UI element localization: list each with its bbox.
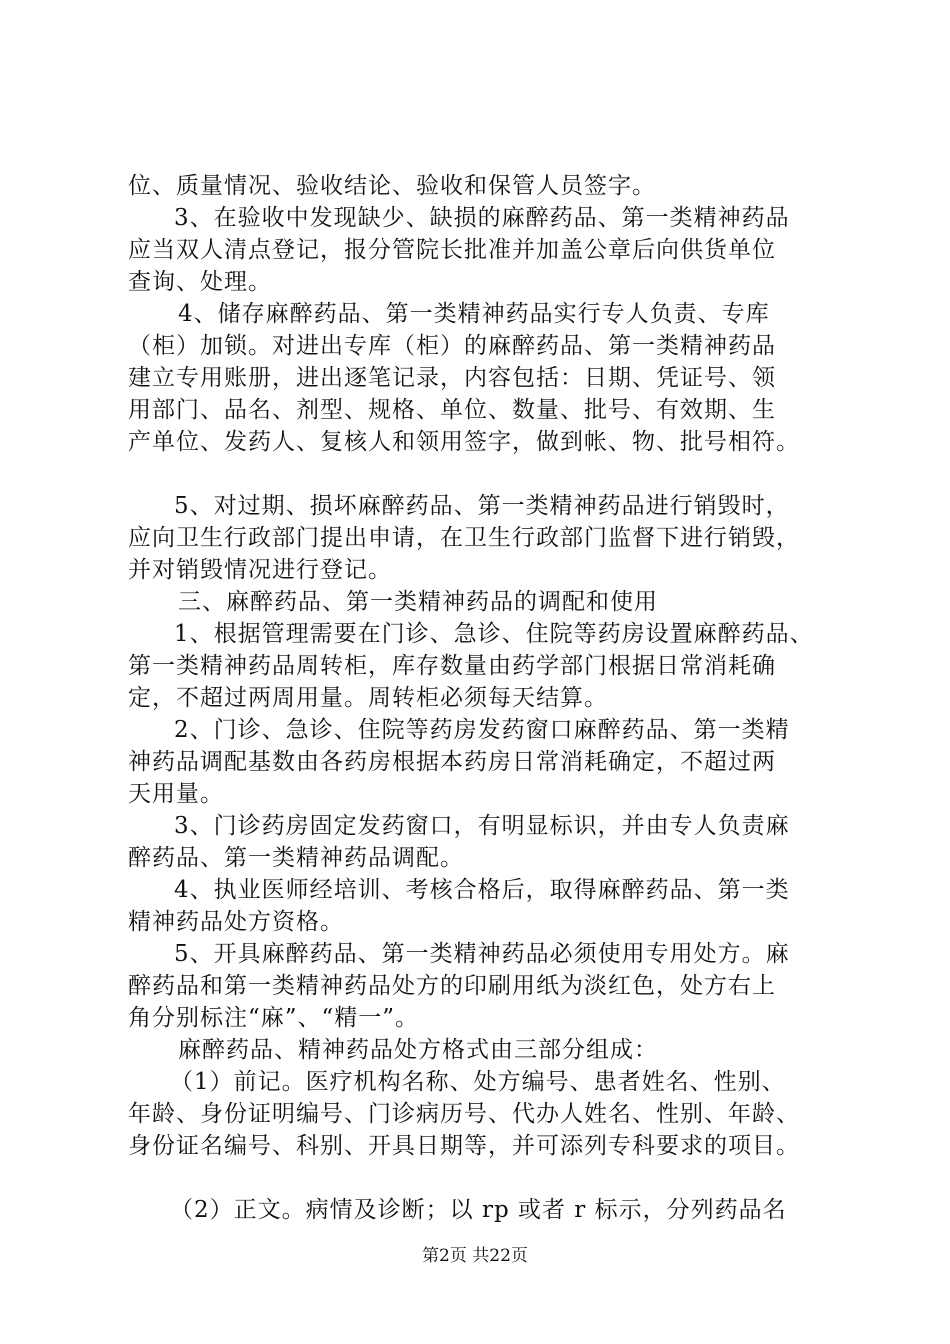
text-line: 醉药品和第一类精神药品处方的印刷用纸为淡红色，处方右上 [128, 973, 776, 999]
text-line: 神药品调配基数由各药房根据本药房日常消耗确定，不超过两 [128, 749, 776, 775]
text-line: 角分别标注“麻”、“精一”。 [128, 1005, 420, 1031]
text-line: （2）正文。病情及诊断；以 rp 或者 r 标示，分列药品名 [170, 1197, 787, 1223]
text-line: 5、开具麻醉药品、第一类精神药品必须使用专用处方。麻 [174, 941, 790, 967]
text-line: 身份证名编号、科别、开具日期等，并可添列专科要求的项目。 [128, 1133, 800, 1159]
text-line: 查询、处理。 [128, 269, 272, 295]
text-line: 年龄、身份证明编号、门诊病历号、代办人姓名、性别、年龄、 [128, 1101, 800, 1127]
text-line: 应向卫生行政部门提出申请，在卫生行政部门监督下进行销毁， [128, 525, 800, 551]
text-line: 4、执业医师经培训、考核合格后，取得麻醉药品、第一类 [174, 877, 790, 903]
page-footer: 第2页 共22页 [422, 1246, 528, 1266]
text-line: 建立专用账册，进出逐笔记录，内容包括：日期、凭证号、领 [128, 365, 776, 391]
text-line: （柜）加锁。对进出专库（柜）的麻醉药品、第一类精神药品 [128, 333, 776, 359]
text-line: 2、门诊、急诊、住院等药房发药窗口麻醉药品、第一类精 [174, 717, 790, 743]
text-line: 3、门诊药房固定发药窗口，有明显标识，并由专人负责麻 [174, 813, 790, 839]
text-line: 1、根据管理需要在门诊、急诊、住院等药房设置麻醉药品、 [174, 621, 814, 647]
text-line: 3、在验收中发现缺少、缺损的麻醉药品、第一类精神药品 [174, 205, 790, 231]
text-line: 产单位、发药人、复核人和领用签字，做到帐、物、批号相符。 [128, 429, 800, 455]
text-line: 定，不超过两周用量。周转柜必须每天结算。 [128, 685, 608, 711]
text-line: 用部门、品名、剂型、规格、单位、数量、批号、有效期、生 [128, 397, 776, 423]
text-line: 醉药品、第一类精神药品调配。 [128, 845, 464, 871]
text-line: 4、储存麻醉药品、第一类精神药品实行专人负责、专库 [178, 301, 770, 327]
text-line: 精神药品处方资格。 [128, 909, 344, 935]
blank-line [128, 458, 838, 490]
text-line: 第一类精神药品周转柜，库存数量由药学部门根据日常消耗确 [128, 653, 776, 679]
text-line: 三、麻醉药品、第一类精神药品的调配和使用 [178, 589, 658, 615]
text-line: 应当双人清点登记，报分管院长批准并加盖公章后向供货单位 [128, 237, 776, 263]
text-line: （1）前记。医疗机构名称、处方编号、患者姓名、性别、 [170, 1069, 786, 1095]
text-line: 并对销毁情况进行登记。 [128, 557, 392, 583]
blank-line [128, 1162, 838, 1194]
text-line: 5、对过期、损坏麻醉药品、第一类精神药品进行销毁时， [174, 493, 790, 519]
document-body [128, 170, 838, 1226]
text-line: 麻醉药品、精神药品处方格式由三部分组成： [178, 1037, 658, 1063]
text-line: 天用量。 [128, 781, 224, 807]
text-line: 位、质量情况、验收结论、验收和保管人员签字。 [128, 173, 656, 199]
